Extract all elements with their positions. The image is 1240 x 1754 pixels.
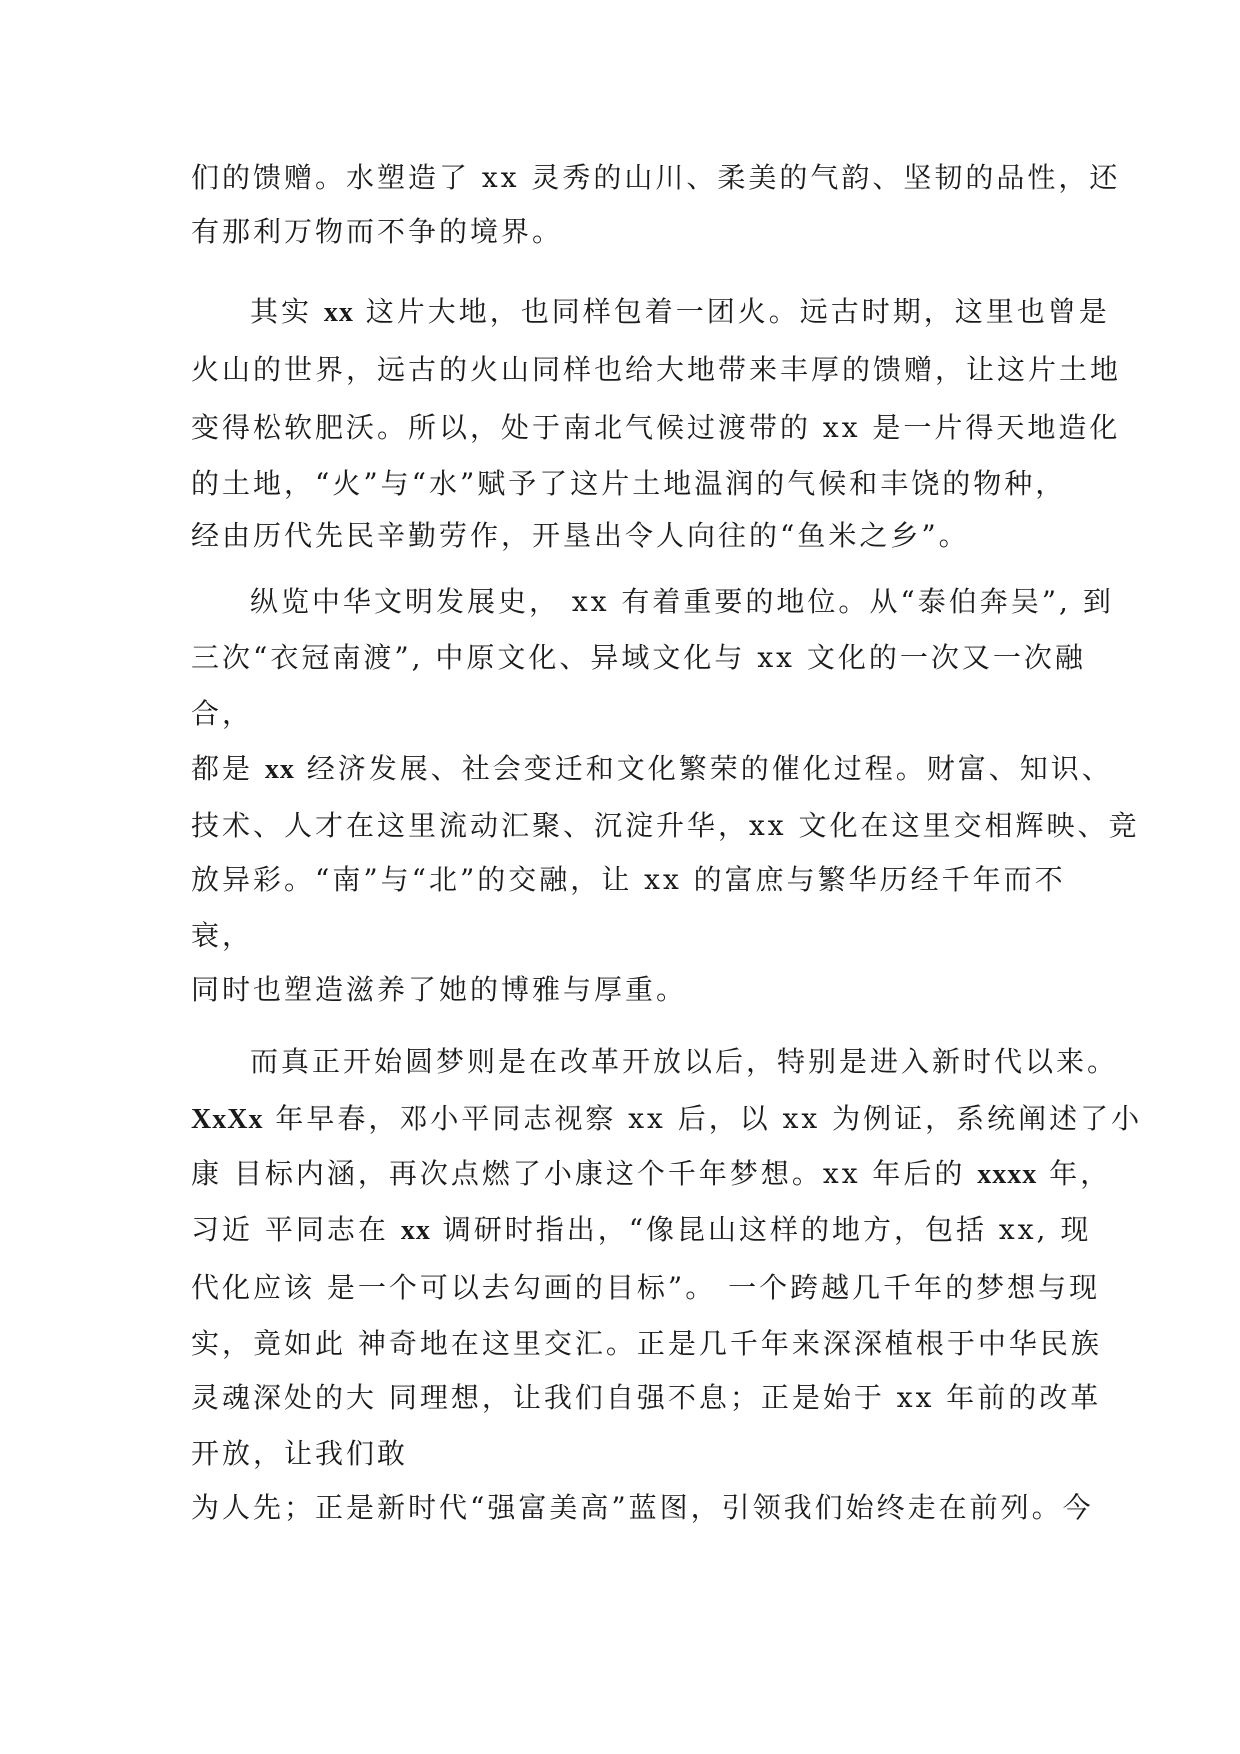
text-run: 同时也塑造滋养了她的博雅与厚重。 bbox=[191, 973, 688, 1006]
text-run: 火山的世界，远古的火山同样也给大地带来丰厚的馈赠，让这片土地 bbox=[191, 353, 1122, 386]
text-run: 技术、人才在这里流动汇聚、沉淀升华，xx 文化在这里交相辉映、竞 bbox=[191, 809, 1140, 842]
text-run: 习近 平同志在 bbox=[191, 1213, 401, 1246]
bold-text: xxxx bbox=[977, 1159, 1038, 1190]
text-run: 经由历代先民辛勤劳作，开垦出令人向往的“鱼米之乡”。 bbox=[191, 519, 970, 552]
paragraph-start-line bbox=[250, 585, 1114, 618]
text-run: 放异彩。“南”与“北”的交融，让 xx 的富庶与繁华历经千年而不 bbox=[191, 863, 1066, 896]
text-run: 为人先；正是新时代“强富美高”蓝图，引领我们始终走在前列。今 bbox=[191, 1491, 1094, 1524]
text-run: 衰， bbox=[191, 919, 254, 952]
text-line bbox=[191, 1491, 1094, 1524]
text-line bbox=[191, 467, 1067, 500]
text-run: 的土地，“火”与“水”赋予了这片土地温润的气候和丰饶的物种， bbox=[191, 467, 1067, 500]
text-line bbox=[191, 161, 1121, 194]
bold-text: xx bbox=[323, 297, 354, 328]
text-run: 合， bbox=[191, 697, 254, 730]
paragraph-start-line bbox=[250, 295, 1110, 328]
bold-text: xx bbox=[400, 1215, 431, 1246]
paragraph-start-line bbox=[250, 1045, 1119, 1078]
text-run: 实，竟如此 神奇地在这里交汇。正是几千年来深深植根于中华民族 bbox=[191, 1327, 1102, 1360]
text-run: 纵览中华文明发展史， xx 有着重要的地位。从“泰伯奔吴”, 到 bbox=[250, 585, 1114, 618]
text-line bbox=[191, 641, 1086, 674]
text-line bbox=[191, 1213, 1092, 1246]
text-run: 经济发展、社会变迁和文化繁荣的催化过程。财富、知识、 bbox=[294, 752, 1113, 785]
text-line bbox=[191, 1271, 1101, 1304]
text-line bbox=[191, 1157, 1112, 1190]
text-line bbox=[191, 353, 1122, 386]
text-line bbox=[191, 519, 970, 552]
text-run: 康 目标内涵，再次点燃了小康这个千年梦想。xx 年后的 bbox=[191, 1157, 978, 1190]
text-run: 开放，让我们敢 bbox=[191, 1437, 409, 1470]
text-run: 们的馈赠。水塑造了 xx 灵秀的山川、柔美的气韵、坚韧的品性，还 bbox=[191, 161, 1121, 194]
text-line bbox=[191, 752, 1113, 785]
text-line bbox=[191, 1381, 1102, 1414]
text-line bbox=[191, 215, 564, 248]
text-line bbox=[191, 1327, 1102, 1360]
text-line bbox=[191, 1102, 1143, 1135]
text-line bbox=[191, 973, 688, 1006]
text-line bbox=[191, 919, 254, 952]
text-run: 变得松软肥沃。所以，处于南北气候过渡带的 xx 是一片得天地造化 bbox=[191, 411, 1121, 444]
text-run: 有那利万物而不争的境界。 bbox=[191, 215, 564, 248]
text-line bbox=[191, 697, 254, 730]
text-line bbox=[191, 411, 1121, 444]
text-run: 这片大地，也同样包着一团火。远古时期，这里也曾是 bbox=[353, 295, 1110, 328]
bold-text: XxXx bbox=[191, 1104, 264, 1135]
text-run: 年， bbox=[1037, 1157, 1112, 1190]
text-line bbox=[191, 1437, 409, 1470]
text-run: 代化应该 是一个可以去勾画的目标”。 一个跨越几千年的梦想与现 bbox=[191, 1271, 1101, 1304]
text-run: 都是 bbox=[191, 752, 265, 785]
text-line bbox=[191, 809, 1140, 842]
text-run: 灵魂深处的大 同理想，让我们自强不息；正是始于 xx 年前的改革 bbox=[191, 1381, 1102, 1414]
text-line bbox=[191, 863, 1066, 896]
text-run: 年早春，邓小平同志视察 xx 后，以 xx 为例证，系统阐述了小 bbox=[263, 1102, 1143, 1135]
text-run: 调研时指出，“像昆山这样的地方，包括 xx, 现 bbox=[430, 1213, 1092, 1246]
bold-text: xx bbox=[264, 754, 295, 785]
text-run: 其实 bbox=[250, 295, 324, 328]
text-run: 三次“衣冠南渡”, 中原文化、异域文化与 xx 文化的一次又一次融 bbox=[191, 641, 1086, 674]
text-run: 而真正开始圆梦则是在改革开放以后，特别是进入新时代以来。 bbox=[250, 1045, 1119, 1078]
